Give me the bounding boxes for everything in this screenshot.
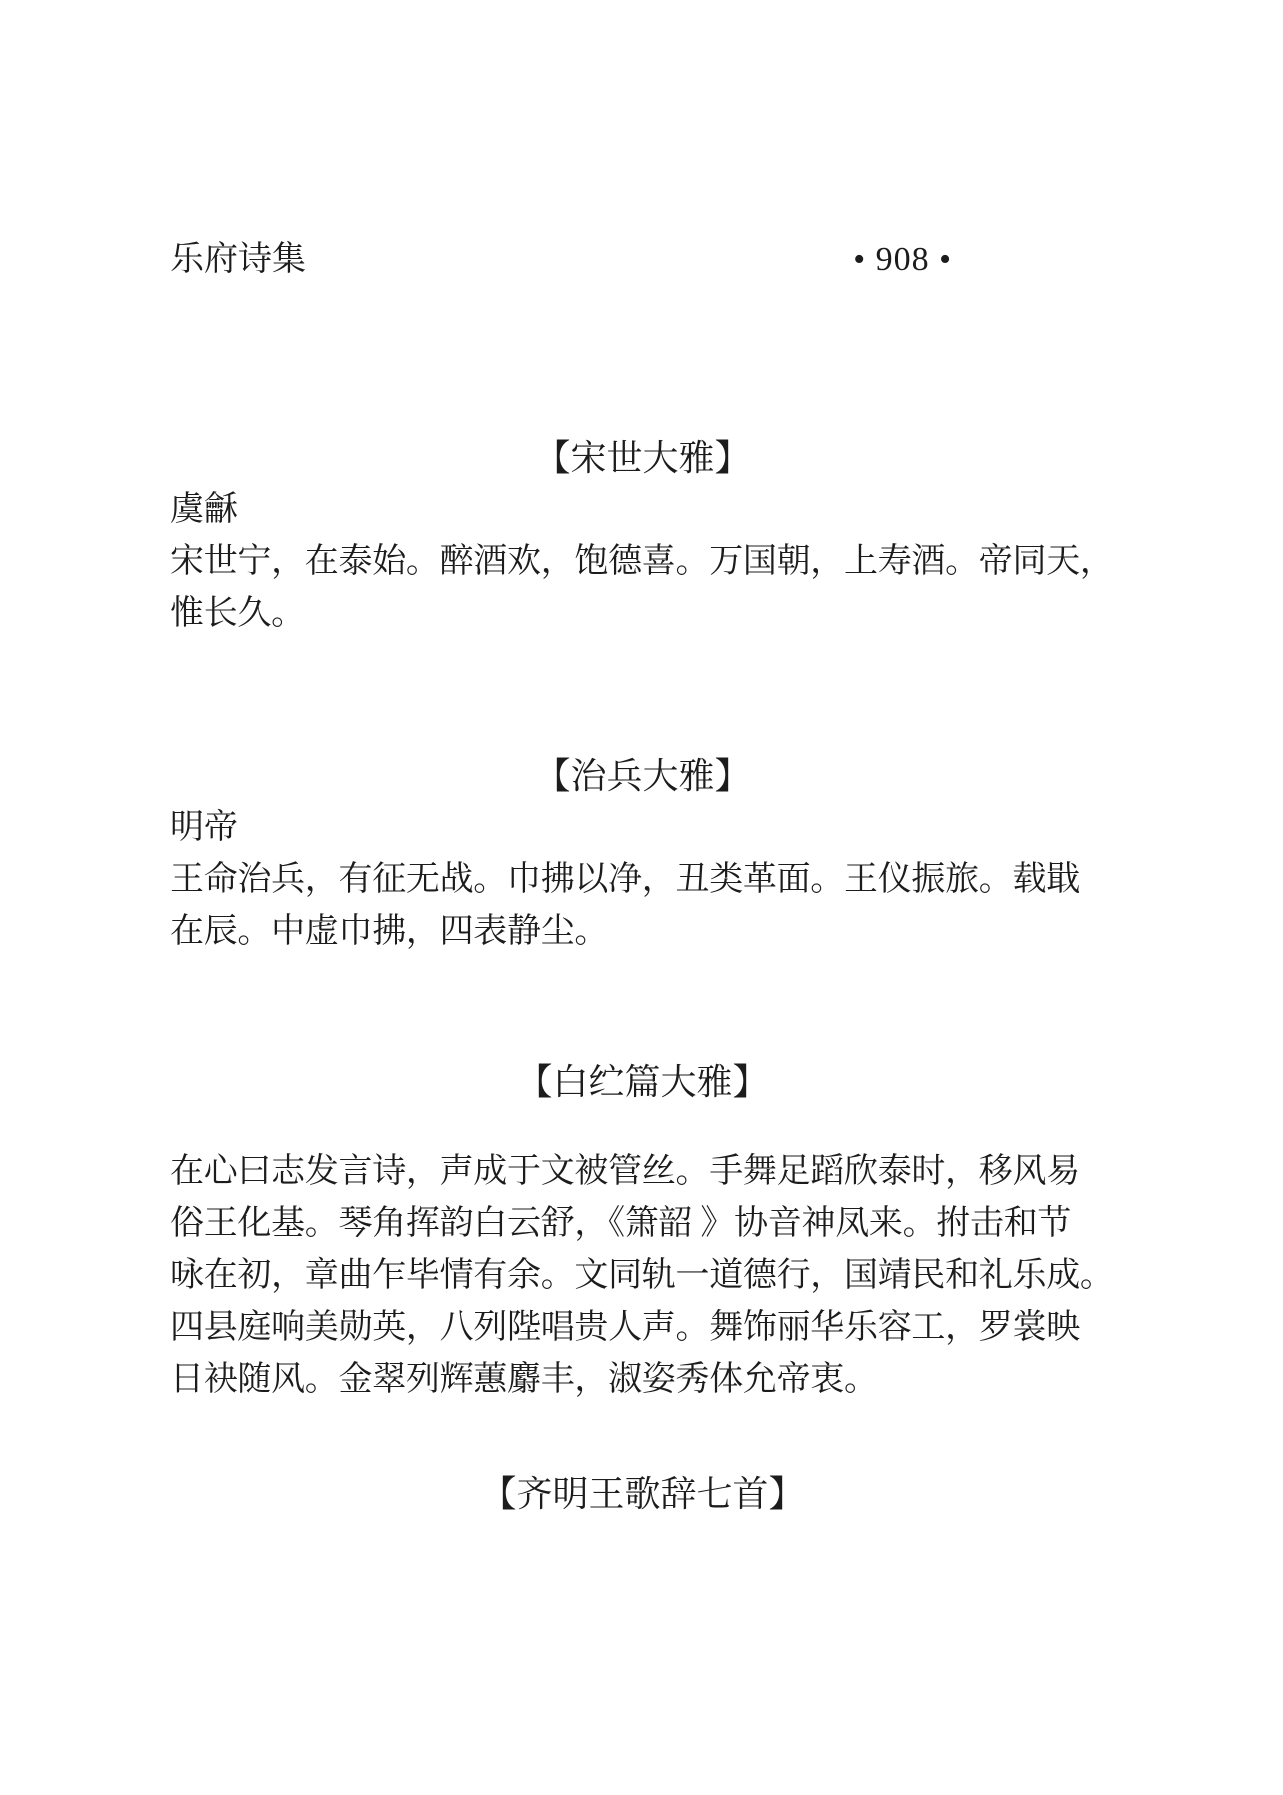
poem-line: 在辰。中虚巾拂，四表静尘。: [170, 913, 609, 950]
poem-body: [170, 536, 1115, 640]
section-baizhu-pian-daya: [170, 1058, 1115, 1406]
poem-line: 日袂随风。金翠列辉蕙麝丰，淑姿秀体允帝衷。: [170, 1361, 878, 1398]
poem-line: 宋世宁，在泰始。醉酒欢，饱德喜。万国朝，上寿酒。帝同天，: [170, 543, 1114, 580]
poem-body: [170, 854, 1115, 958]
section-title: 【白纻篇大雅】: [516, 1062, 769, 1102]
poem-line: 咏在初，章曲乍毕情有余。文同轨一道德行，国靖民和礼乐成。: [170, 1257, 1114, 1294]
section-qi-mingwang-geci: [170, 1470, 1115, 1518]
section-title: 【宋世大雅】: [534, 438, 751, 478]
poem-line: 俗王化基。琴角挥韵白云舒，《箫韶 》协音神凤来。拊击和节: [170, 1205, 1072, 1242]
section-title: 【齐明王歌辞七首】: [480, 1474, 805, 1514]
poem-line: 在心曰志发言诗，声成于文被管丝。手舞足蹈欣泰时，移风易: [170, 1153, 1080, 1190]
section-title: 【治兵大雅】: [534, 756, 751, 796]
page-header: [0, 238, 1283, 282]
poem-line: 四县庭响美勋英，八列陛唱贵人声。舞饰丽华乐容工，罗裳映: [170, 1309, 1080, 1346]
poem-body: [170, 1146, 1115, 1406]
book-title: 乐府诗集: [170, 241, 306, 278]
page-content: [0, 434, 1283, 1518]
section-author: 虞龢: [170, 491, 238, 528]
section-author: 明帝: [170, 809, 238, 846]
section-songshi-daya: [170, 434, 1115, 640]
section-zhibing-daya: [170, 752, 1115, 958]
page-number: • 908 •: [853, 241, 952, 278]
poem-line: 惟长久。: [170, 595, 305, 632]
poem-line: 王命治兵，有征无战。巾拂以净，丑类革面。王仪振旅。载戢: [170, 861, 1080, 898]
